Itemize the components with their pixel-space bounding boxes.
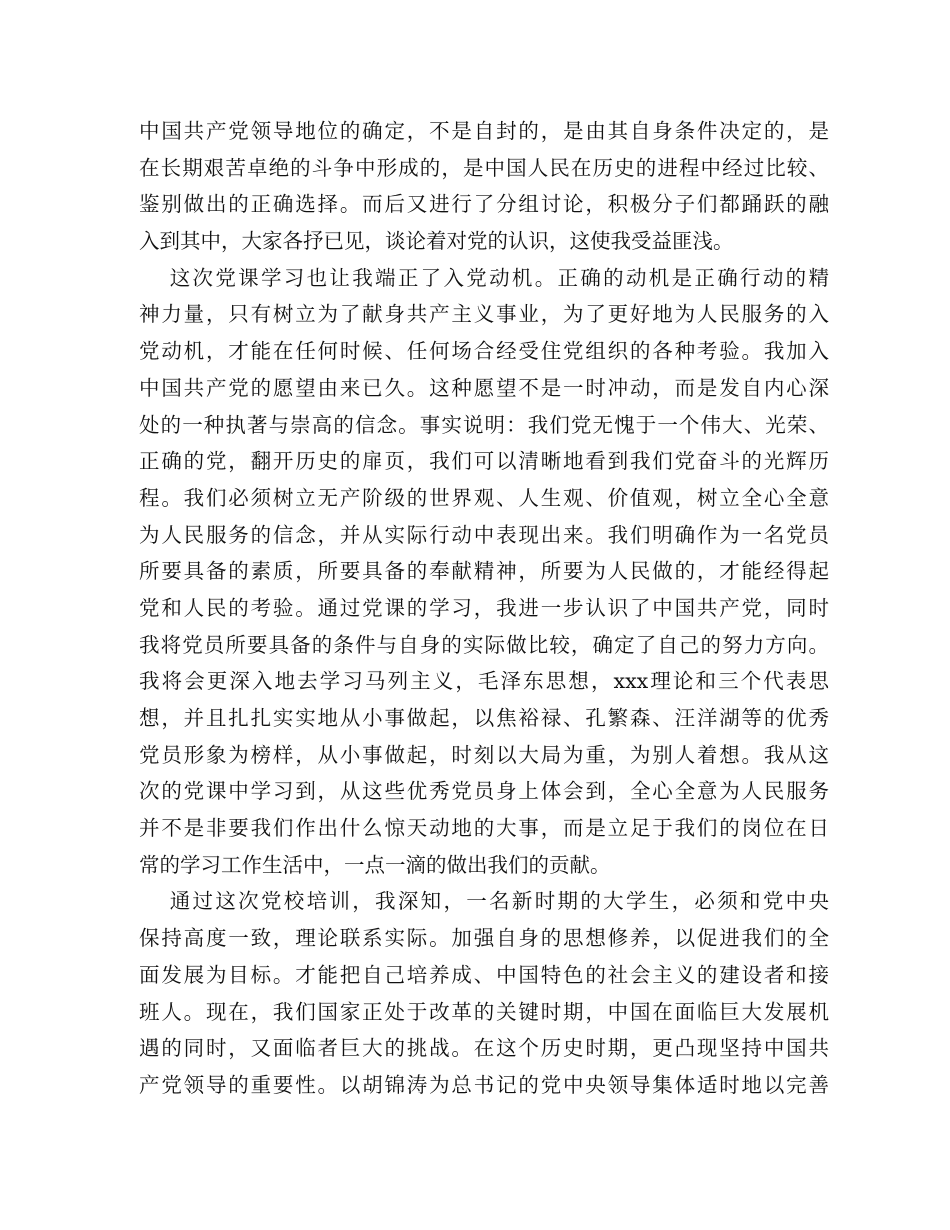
paragraph-first-line: 通过这次党校培训，我深知，一名新时期的大学生，必须和党中央: [169, 889, 829, 914]
text-line: 我将会更深入地去学习马列主义，毛泽东思想，xxx理论和三个代表思: [139, 669, 829, 694]
text-line: 中国共产党的愿望由来已久。这种愿望不是一时冲动，而是发自内心深: [139, 375, 829, 400]
text-line: 党和人民的考验。通过党课的学习，我进一步认识了中国共产党，同时: [139, 595, 829, 620]
text-line: 保持高度一致，理论联系实际。加强自身的思想修养，以促进我们的全: [139, 926, 829, 951]
text-line: 班人。现在，我们国家正处于改革的关键时期，中国在面临巨大发展机: [139, 999, 829, 1024]
text-line: 所要具备的素质，所要具备的奉献精神，所要为人民做的，才能经得起: [139, 559, 829, 584]
text-line: 神力量，只有树立为了献身共产主义事业，为了更好地为人民服务的入: [139, 302, 829, 327]
text-line: 程。我们必须树立无产阶级的世界观、人生观、价值观，树立全心全意: [139, 485, 829, 510]
text-line: 中国共产党领导地位的确定，不是自封的，是由其自身条件决定的，是: [139, 119, 829, 143]
text-line: 面发展为目标。才能把自己培养成、中国特色的社会主义的建设者和接: [139, 962, 829, 987]
text-line: 我将党员所要具备的条件与自身的实际做比较，确定了自己的努力方向。: [139, 632, 829, 657]
text-line: 遇的同时，又面临者巨大的挑战。在这个历史时期，更凸现坚持中国共: [139, 1036, 829, 1061]
document-body: [139, 113, 829, 1104]
text-line: 并不是非要我们作出什么惊天动地的大事，而是立足于我们的岗位在日: [139, 816, 829, 841]
text-line: 入到其中，大家各抒已见，谈论着对党的认识，这使我受益匪浅。: [139, 229, 734, 254]
paragraph-first-line: 这次党课学习也让我端正了入党动机。正确的动机是正确行动的精: [169, 265, 829, 290]
text-line: 在长期艰苦卓绝的斗争中形成的，是中国人民在历史的进程中经过比较、: [139, 155, 829, 180]
text-line: 为人民服务的信念，并从实际行动中表现出来。我们明确作为一名党员: [139, 522, 829, 547]
text-line: 次的党课中学习到，从这些优秀党员身上体会到，全心全意为人民服务: [139, 779, 829, 804]
text-line: 党动机，才能在任何时候、任何场合经受住党组织的各种考验。我加入: [139, 339, 829, 364]
text-line: 产党领导的重要性。以胡锦涛为总书记的党中央领导集体适时地以完善: [139, 1072, 829, 1097]
text-line: 党员形象为榜样，从小事做起，时刻以大局为重，为别人着想。我从这: [139, 742, 829, 767]
text-line: 想，并且扎扎实实地从小事做起，以焦裕禄、孔繁森、汪洋湖等的优秀: [139, 706, 829, 730]
text-line: 常的学习工作生活中，一点一滴的做出我们的贡献。: [139, 852, 611, 877]
text-line: 正确的党，翻开历史的扉页，我们可以清晰地看到我们党奋斗的光辉历: [139, 449, 829, 474]
text-line: 处的一种执著与崇高的信念。事实说明：我们党无愧于一个伟大、光荣、: [139, 412, 829, 437]
text-line: 鉴别做出的正确选择。而后又进行了分组讨论，积极分子们都踊跃的融: [139, 192, 829, 217]
